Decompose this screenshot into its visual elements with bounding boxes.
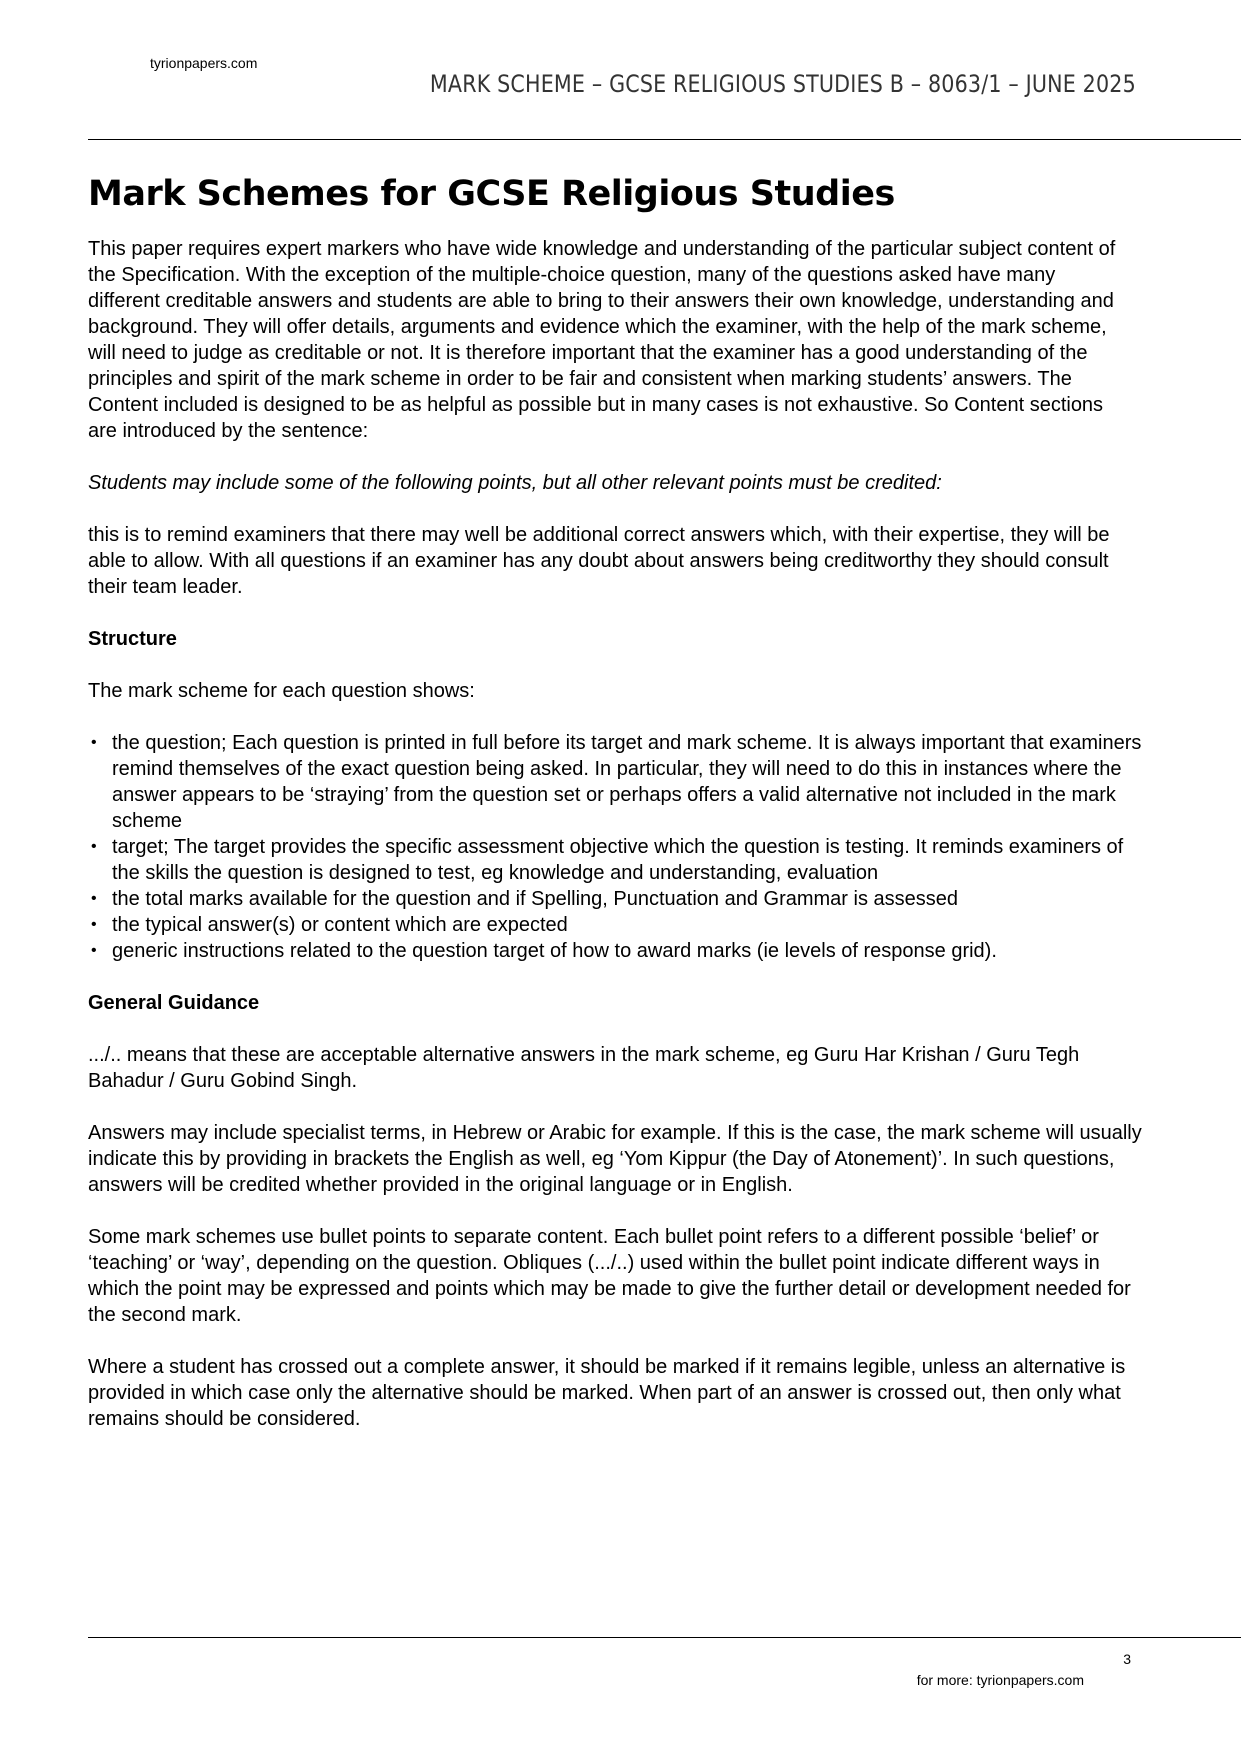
guidance-paragraph: Some mark schemes use bullet points to separate content. Each bullet point refers to a different possible ‘belief’ or ‘teaching’ or ‘way’, depending on the question. Obliques (.../..) used within the bullet point indicate different ways in which the point may be expressed and points which may be made to give the further detail or development needed for the second mark. — [88, 1226, 1131, 1326]
bullet-icon: • — [91, 890, 97, 907]
structure-heading: Structure — [88, 628, 177, 650]
site-watermark-bottom: for more: tyrionpapers.com — [916, 1672, 1084, 1688]
list-item — [88, 938, 1148, 964]
list-item-text: target; The target provides the specific assessment objective which the question is testing. It reminds examiners of the skills the question is designed to test, eg knowledge and understanding, evaluation — [112, 836, 1124, 884]
list-item-text: the question; Each question is printed in full before its target and mark scheme. It is always important that examiners remind themselves of the exact question being asked. In particular, they will need to do this in instances where the answer appears to be ‘straying’ from the question set or perhaps offers a valid alternative not included in the mark scheme — [112, 732, 1142, 832]
guidance-paragraph: Where a student has crossed out a complete answer, it should be marked if it remains legible, unless an alternative is provided in which case only the alternative should be marked. When part of an answer is crossed out, then only what remains should be considered. — [88, 1356, 1126, 1430]
list-item-text: the total marks available for the question and if Spelling, Punctuation and Grammar is assessed — [112, 888, 959, 910]
page-title: Mark Schemes for GCSE Religious Studies — [88, 174, 895, 214]
site-watermark-top: tyrionpapers.com — [150, 55, 258, 71]
page-content — [88, 172, 1148, 1458]
reminder-paragraph: this is to remind examiners that there may well be additional correct answers which, with their expertise, they will be able to allow. With all questions if an examiner has any doubt about answers being creditworthy they should consult their team leader. — [88, 524, 1110, 598]
bullet-icon: • — [91, 734, 97, 751]
page-number: 3 — [1123, 1651, 1131, 1667]
header-divider — [88, 139, 1241, 140]
footer-divider — [88, 1637, 1241, 1638]
list-item-text: generic instructions related to the question target of how to award marks (ie levels of response grid). — [112, 940, 997, 962]
structure-list — [88, 730, 1148, 964]
running-header-title: MARK SCHEME – GCSE RELIGIOUS STUDIES B – 8063/1 – JUNE 2025 — [430, 70, 1136, 98]
list-item — [88, 912, 1148, 938]
list-item-text: the typical answer(s) or content which are expected — [112, 914, 568, 936]
bullet-icon: • — [91, 942, 97, 959]
list-item — [88, 886, 1148, 912]
guidance-paragraph: .../.. means that these are acceptable alternative answers in the mark scheme, eg Guru Har Krishan / Guru Tegh Bahadur / Guru Gobind Singh. — [88, 1044, 1080, 1092]
guidance-heading: General Guidance — [88, 992, 260, 1014]
structure-intro: The mark scheme for each question shows: — [88, 680, 475, 702]
bullet-icon: • — [91, 838, 97, 855]
credit-note: Students may include some of the following points, but all other relevant points must be credited: — [88, 472, 942, 494]
intro-paragraph: This paper requires expert markers who have wide knowledge and understanding of the particular subject content of the Specification. With the exception of the multiple-choice question, many of the questions asked have many different creditable answers and students are able to bring to their answers their own knowledge, understanding and background. They will offer details, arguments and evidence which the examiner, with the help of the mark scheme, will need to judge as creditable or not. It is therefore important that the examiner has a good understanding of the principles and spirit of the mark scheme in order to be fair and consistent when marking students’ answers. The Content included is designed to be as helpful as possible but in many cases is not exhaustive. So Content sections are introduced by the sentence: — [88, 238, 1116, 442]
list-item — [88, 730, 1148, 834]
guidance-paragraph: Answers may include specialist terms, in Hebrew or Arabic for example. If this is the case, the mark scheme will usually indicate this by providing in brackets the English as well, eg ‘Yom Kippur (the Day of Atonement)’. In such questions, answers will be credited whether provided in the original language or in English. — [88, 1122, 1142, 1196]
bullet-icon: • — [91, 916, 97, 933]
list-item — [88, 834, 1148, 886]
